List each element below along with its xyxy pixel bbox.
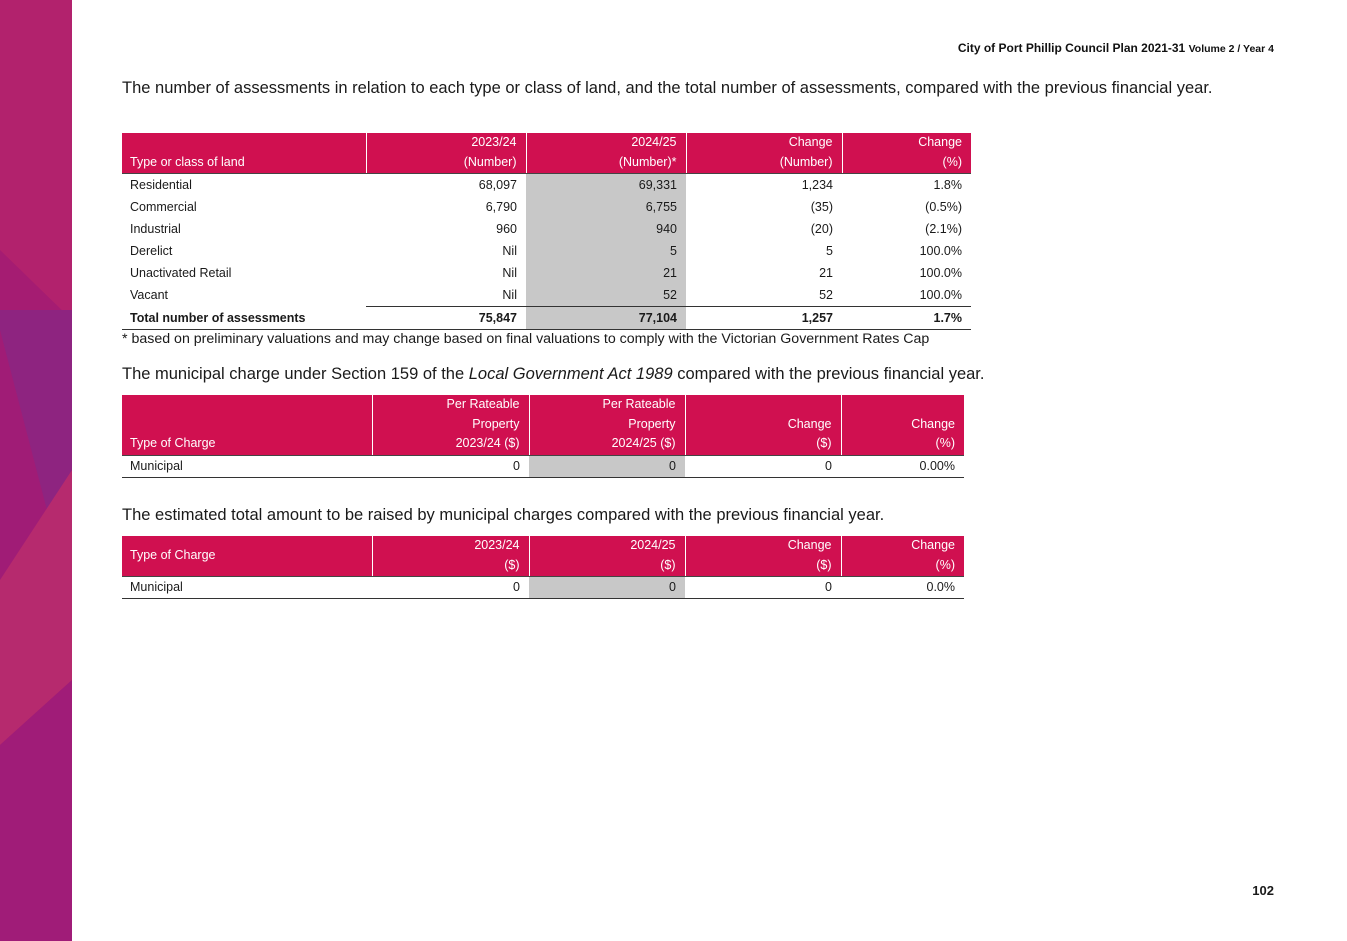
cell-land-type: Unactivated Retail: [130, 266, 232, 280]
cell-change-percent: 1.8%: [933, 178, 962, 192]
cell-2023-24: Nil: [502, 244, 517, 258]
total-label: Total number of assessments: [130, 310, 306, 325]
col-header-change-percent: Change (%): [841, 395, 964, 455]
col-header-change-dollars: Change ($): [685, 536, 841, 577]
cell-2023-24: 0: [372, 577, 529, 599]
page-number: 102: [1252, 883, 1274, 898]
col-header-change-percent: Change (%): [841, 536, 964, 577]
municipal-charge-table: [122, 395, 964, 478]
act-reference: Local Government Act 1989: [468, 365, 673, 383]
table-row: [122, 455, 964, 477]
valuation-footnote: * based on preliminary valuations and may change based on final valuations to comply with the Victorian Government Rates Cap: [122, 331, 930, 347]
cell-2024-25: 21: [526, 262, 686, 284]
col-header-type-of-charge: [122, 536, 372, 577]
cell-change-number: (35): [810, 200, 833, 214]
col-header-type-of-charge-label: Type of Charge: [130, 547, 216, 562]
cell-change-percent: 100.0%: [919, 244, 962, 258]
col-header-change-dollars: Change ($): [685, 395, 841, 455]
cell-change-number: 52: [819, 288, 833, 302]
total-2023-24: 75,847: [366, 307, 526, 330]
table-row: [122, 284, 971, 307]
cell-change-percent: (2.1%): [925, 222, 962, 236]
table-row: [122, 196, 971, 218]
table-row: [122, 262, 971, 284]
total-change-percent: 1.7%: [842, 307, 971, 330]
page-header: [958, 41, 1274, 55]
col-header-2024-25: 2024/25 ($): [529, 536, 685, 577]
col-header-type: [122, 133, 366, 174]
municipal-charge-intro-text-end: compared with the previous financial year.: [672, 365, 985, 383]
cell-change-percent: 0.00%: [841, 455, 964, 477]
cell-type-of-charge: Municipal: [122, 577, 372, 599]
total-change-number: 1,257: [686, 307, 842, 330]
cell-2023-24: 68,097: [478, 178, 517, 192]
cell-2024-25: 0: [529, 577, 685, 599]
total-row: [122, 307, 971, 330]
table-header-row: [122, 133, 971, 174]
cell-change-percent: 0.0%: [841, 577, 964, 599]
table-header-row: [122, 536, 964, 577]
cell-change-number: 21: [819, 266, 833, 280]
cell-change-dollars: 0: [685, 577, 841, 599]
cell-2024-25: 5: [526, 240, 686, 262]
table-row: [122, 240, 971, 262]
cell-change-percent: 100.0%: [919, 266, 962, 280]
cell-2024-25: 69,331: [526, 174, 686, 197]
volume-label: Volume 2 / Year 4: [1188, 43, 1274, 55]
col-header-2023-24: 2023/24 (Number): [366, 133, 526, 174]
estimated-total-table: [122, 536, 964, 599]
total-2024-25: 77,104: [526, 307, 686, 330]
cell-change-number: 1,234: [801, 178, 833, 192]
cell-land-type: Vacant: [130, 288, 168, 303]
municipal-charge-intro: [122, 362, 984, 386]
cell-2023-24: 960: [496, 222, 517, 236]
estimated-total-intro: The estimated total amount to be raised by municipal charges compared with the previous financial year.: [122, 506, 885, 524]
cell-2023-24: Nil: [502, 266, 517, 280]
cell-land-type: Industrial: [130, 222, 181, 236]
cell-2024-25: 6,755: [526, 196, 686, 218]
cell-change-dollars: 0: [685, 455, 841, 477]
decorative-side-band: [0, 0, 72, 941]
col-header-type-label: Type or class of land: [130, 154, 245, 169]
table-row: [122, 218, 971, 240]
assessments-table: [122, 133, 971, 330]
table-header-row: [122, 395, 964, 455]
table-row: [122, 174, 971, 197]
cell-land-type: Derelict: [130, 244, 173, 258]
col-header-2024-25: Per Rateable Property 2024/25 ($): [529, 395, 685, 455]
cell-land-type: Commercial: [130, 200, 197, 214]
cell-type-of-charge: Municipal: [122, 455, 372, 477]
col-header-2023-24: 2023/24 ($): [372, 536, 529, 577]
cell-land-type: Residential: [130, 178, 192, 192]
cell-change-percent: 100.0%: [919, 288, 962, 302]
side-band-graphic: [0, 0, 72, 941]
document-title: City of Port Phillip Council Plan 2021-31: [957, 41, 1186, 55]
cell-2024-25: 52: [526, 284, 686, 307]
cell-2023-24: 6,790: [485, 200, 517, 214]
assessments-intro: The number of assessments in relation to each type or class of land, and the total number of assessments, compared with the previous financial year.: [122, 79, 1213, 97]
col-header-2024-25: 2024/25 (Number)*: [526, 133, 686, 174]
col-header-change-percent: Change (%): [842, 133, 971, 174]
cell-2023-24: Nil: [502, 288, 517, 302]
cell-2023-24: 0: [372, 455, 529, 477]
cell-change-number: (20): [810, 222, 833, 236]
col-header-2023-24: Per Rateable Property 2023/24 ($): [372, 395, 529, 455]
cell-change-number: 5: [826, 244, 833, 258]
cell-2024-25: 940: [526, 218, 686, 240]
col-header-change-number: Change (Number): [686, 133, 842, 174]
cell-change-percent: (0.5%): [925, 200, 962, 214]
municipal-charge-intro-text: The municipal charge under Section 159 of the: [122, 365, 469, 383]
table-row: [122, 577, 964, 599]
cell-2024-25: 0: [529, 455, 685, 477]
col-header-type-of-charge: Type of Charge: [122, 395, 372, 455]
